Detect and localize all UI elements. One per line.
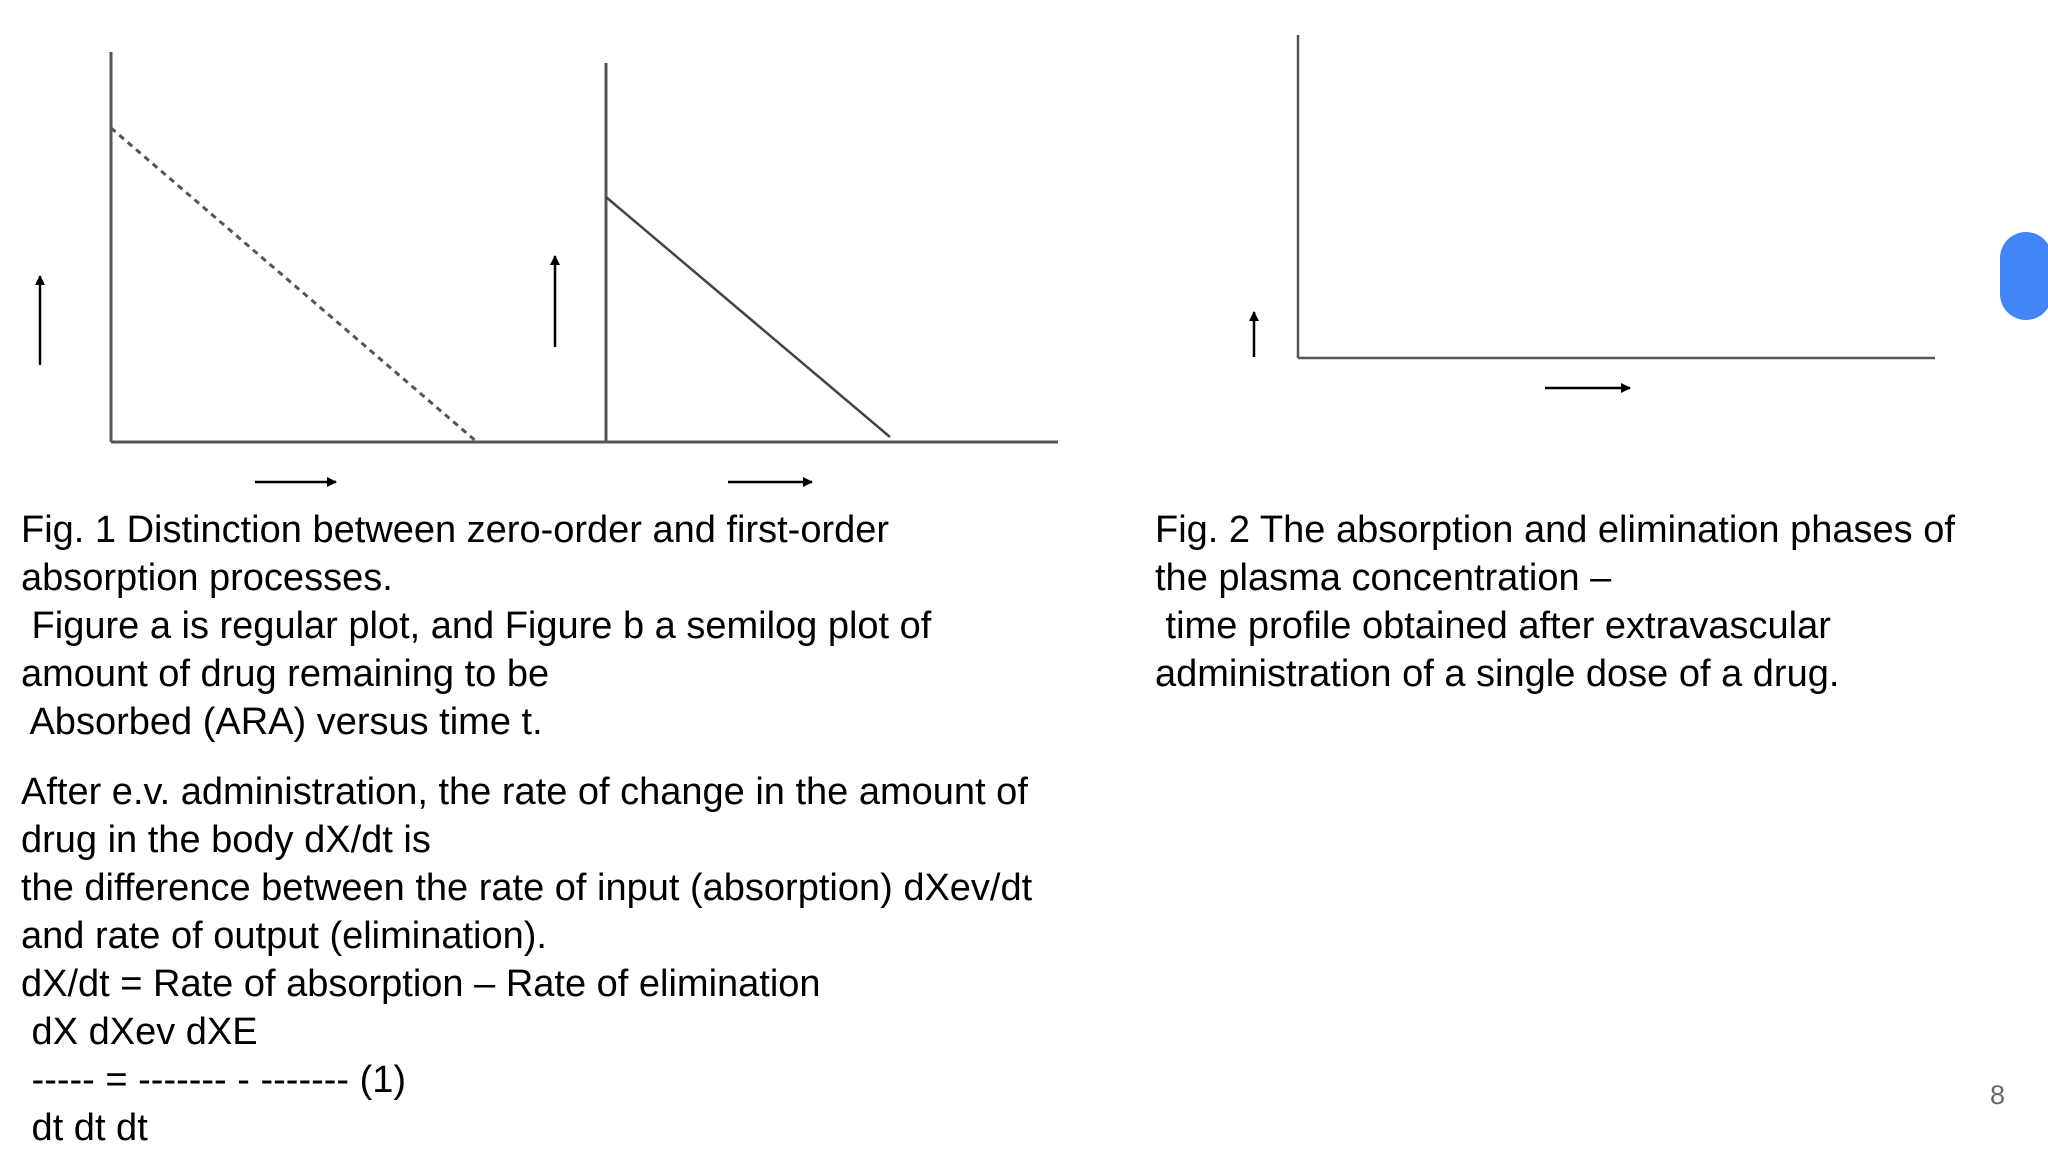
figure2-caption-line: administration of a single dose of a drug. — [1155, 653, 1840, 695]
figure1-caption-line: Fig. 1 Distinction between zero-order and first-order — [21, 509, 890, 551]
figure2-caption-line: time profile obtained after extravascular — [1155, 605, 1831, 647]
figure1a-dashed-line — [111, 128, 477, 442]
body-text-line: dX dXev dXE — [21, 1011, 258, 1053]
figure2-plot — [1254, 35, 1935, 388]
figure1b-solid-line — [606, 197, 890, 437]
figure1-caption — [21, 506, 931, 746]
figure1-caption-line: Absorbed (ARA) versus time t. — [21, 701, 543, 743]
body-text-line: the difference between the rate of input (absorption) dXev/dt — [21, 867, 1033, 909]
navigation-dot-button[interactable] — [2000, 232, 2048, 320]
body-text-line: dX/dt = Rate of absorption – Rate of elimination — [21, 963, 821, 1005]
figure1-panel-b — [555, 63, 1058, 482]
figure1-panel-a — [40, 52, 606, 482]
body-text — [21, 768, 1032, 1152]
figure1-caption-line: amount of drug remaining to be — [21, 653, 550, 695]
body-text-line: drug in the body dX/dt is — [21, 819, 431, 861]
body-text-line: After e.v. administration, the rate of change in the amount of — [21, 771, 1028, 813]
body-text-line: ----- = ------- - ------- (1) — [21, 1059, 407, 1101]
body-text-line: dt dt dt — [21, 1107, 148, 1149]
figure2-caption-line: Fig. 2 The absorption and elimination phases of — [1155, 509, 1955, 551]
body-text-line: and rate of output (elimination). — [21, 915, 547, 957]
page-number: 8 — [1990, 1080, 2006, 1110]
figure1-caption-line: Figure a is regular plot, and Figure b a semilog plot of — [21, 605, 932, 647]
figure2-caption — [1155, 506, 1955, 698]
figure1-caption-line: absorption processes. — [21, 557, 393, 599]
figure2-caption-line: the plasma concentration – — [1155, 557, 1612, 599]
